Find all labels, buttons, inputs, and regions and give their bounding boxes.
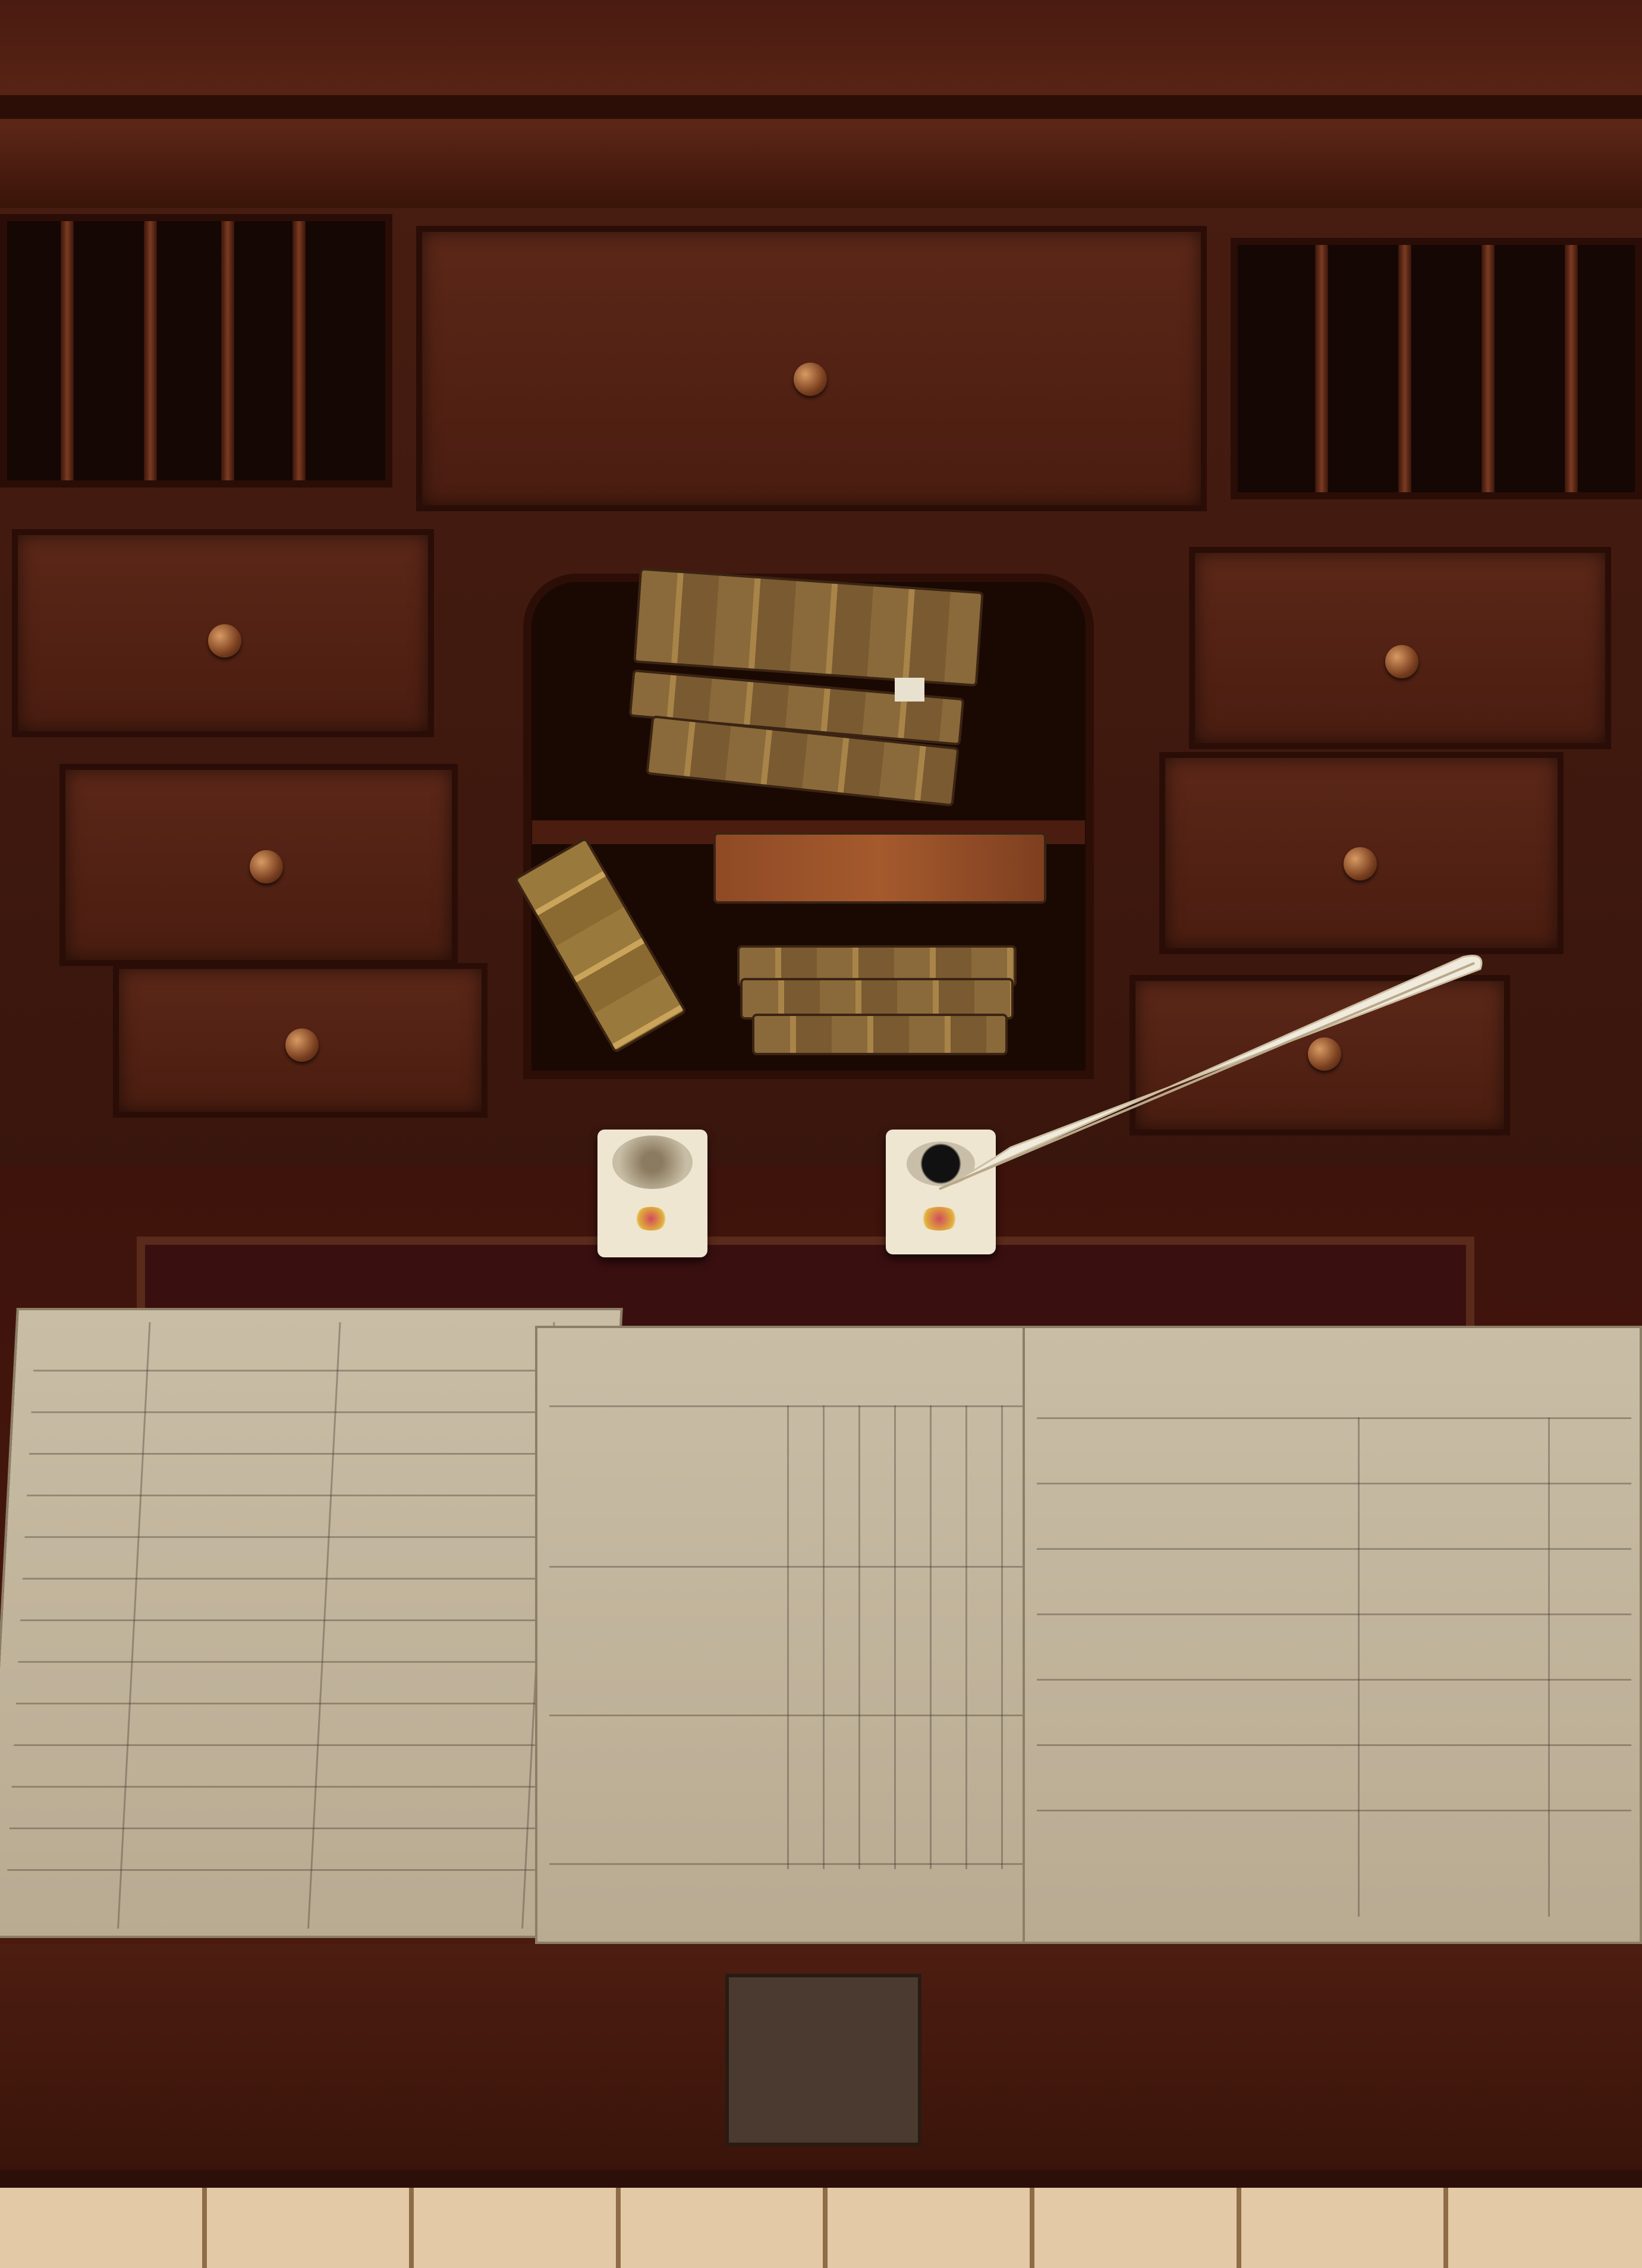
right-drawer-2[interactable] [1159, 752, 1564, 954]
drawer-knob[interactable] [1344, 847, 1377, 880]
flower-decoration [918, 1207, 960, 1231]
right-pigeonholes [1231, 238, 1642, 499]
ledger-right-page-a [535, 1326, 1082, 1944]
shaker-lid [612, 1135, 693, 1189]
book [713, 832, 1046, 904]
left-drawer-2[interactable] [59, 764, 458, 966]
quill-pen [927, 951, 1486, 1201]
drawer-knob[interactable] [794, 363, 827, 396]
desk-top-molding [0, 95, 1642, 119]
sand-shaker [597, 1130, 707, 1257]
book-label [895, 678, 924, 702]
ledger-right-page-b [1023, 1326, 1642, 1944]
drawer-knob[interactable] [208, 624, 241, 658]
left-drawer-3[interactable] [113, 963, 487, 1118]
drawer-knob[interactable] [1385, 645, 1418, 678]
drawer-knob[interactable] [250, 850, 283, 883]
quill-pen-shape [927, 951, 1486, 1201]
left-pigeonholes [0, 214, 392, 487]
ledger-left-page [0, 1308, 623, 1938]
left-drawer-1[interactable] [12, 529, 434, 737]
drawer-knob[interactable] [285, 1028, 319, 1062]
right-drawer-1[interactable] [1189, 547, 1611, 749]
lock-plate [725, 1974, 921, 2146]
center-top-drawer[interactable] [416, 226, 1207, 511]
flower-decoration [633, 1207, 669, 1231]
